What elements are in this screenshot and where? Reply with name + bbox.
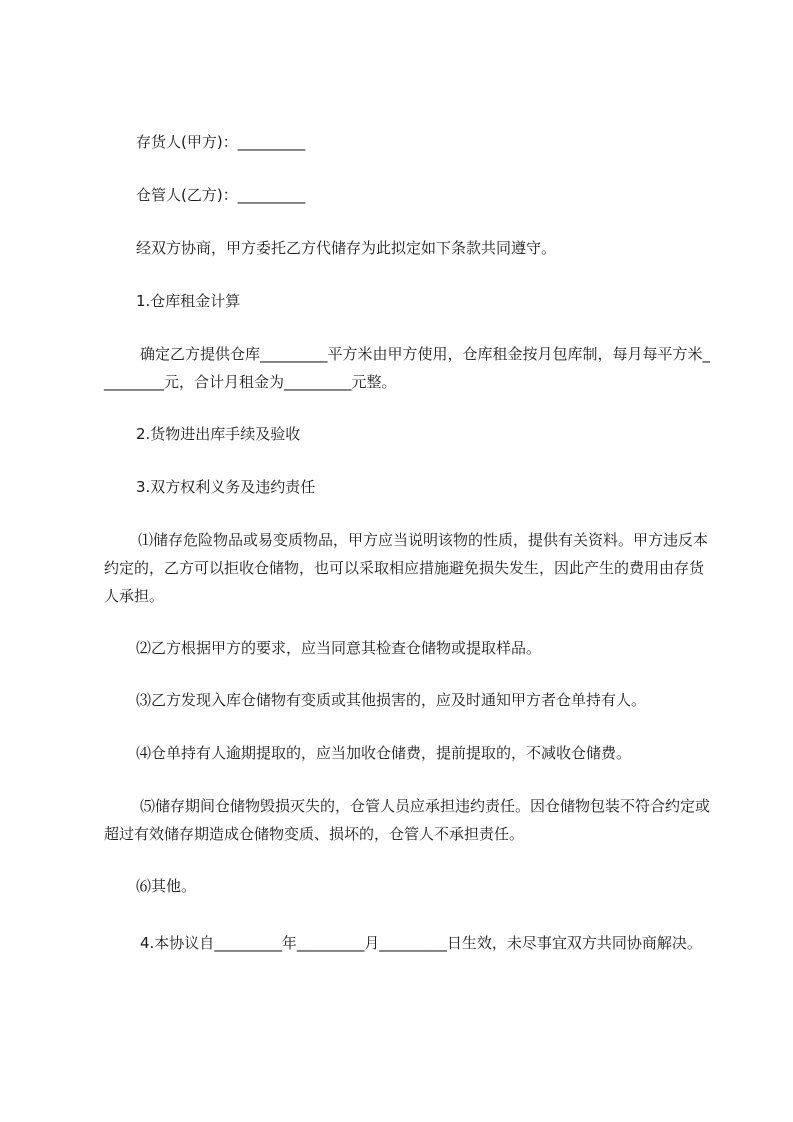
section-1-text-b: 平方米由甲方使用，仓库租金按月包库制，每月每平方米 bbox=[327, 345, 703, 363]
section-1-blank-2: _________ bbox=[104, 345, 711, 391]
clause-4: ⑷仓单持有人逾期提取的，应当加收仓储费，提前提取的，不减收仓储费。 bbox=[136, 744, 632, 762]
clause-3: ⑶乙方发现入库仓储物有变质或其他损害的，应及时通知甲方者仓单持有人。 bbox=[136, 691, 647, 709]
section-1-text-c: 元，合计月租金为 bbox=[164, 373, 285, 391]
clause-5: ⑸储存期间仓储物毁损灭失的，仓管人员应承担违约责任。因仓储物包装不符合约定或超过有效储存期造成仓储物变质、损坏的，仓管人不承担责任。 bbox=[104, 797, 711, 843]
clause-1: ⑴储存危险物品或易变质物品，甲方应当说明该物的性质，提供有关资料。甲方违反本约定的，乙方可以拒收仓储物，也可以采取相应措施避免损失发生，因此产生的费用由存货人承担。 bbox=[104, 531, 709, 605]
intro-paragraph: 经双方协商，甲方委托乙方代储存为此拟定如下条款共同遵守。 bbox=[136, 239, 557, 257]
warehouse-keeper-label: 仓管人(乙方)： bbox=[136, 186, 238, 204]
section-4-blank-2: _________ bbox=[296, 934, 365, 952]
depositor-blank: _________ bbox=[237, 133, 306, 151]
section-2-title: 2.货物进出库手续及验收 bbox=[136, 425, 301, 443]
clause-2: ⑵乙方根据甲方的要求，应当同意其检查仓储物或提取样品。 bbox=[136, 639, 542, 657]
section-4-text-a: 4.本协议自 bbox=[140, 934, 215, 952]
depositor-label: 存货人(甲方)： bbox=[136, 133, 238, 151]
section-4-text-b: 年 bbox=[281, 934, 297, 952]
section-3-title: 3.双方权利义务及违约责任 bbox=[136, 478, 316, 496]
depositor-line bbox=[104, 128, 716, 156]
warehouse-keeper-line bbox=[104, 181, 716, 209]
section-4-blank-3: _________ bbox=[379, 934, 447, 952]
section-1-title: 1.仓库租金计算 bbox=[136, 292, 241, 310]
section-4-text-c: 月 bbox=[364, 934, 380, 952]
section-1-blank-1: _________ bbox=[260, 345, 328, 363]
section-4 bbox=[104, 929, 716, 957]
section-1-body bbox=[104, 340, 716, 396]
section-1-text-d: 元整。 bbox=[351, 373, 397, 391]
section-4-blank-1: _________ bbox=[214, 934, 282, 952]
section-1-text-a: 确定乙方提供仓库 bbox=[140, 345, 261, 363]
warehouse-keeper-blank: _________ bbox=[237, 186, 306, 204]
section-4-text-d: 日生效，未尽事宜双方共同协商解决。 bbox=[446, 934, 702, 952]
clause-6: ⑹其他。 bbox=[136, 877, 197, 895]
section-1-blank-3: _________ bbox=[284, 373, 352, 391]
